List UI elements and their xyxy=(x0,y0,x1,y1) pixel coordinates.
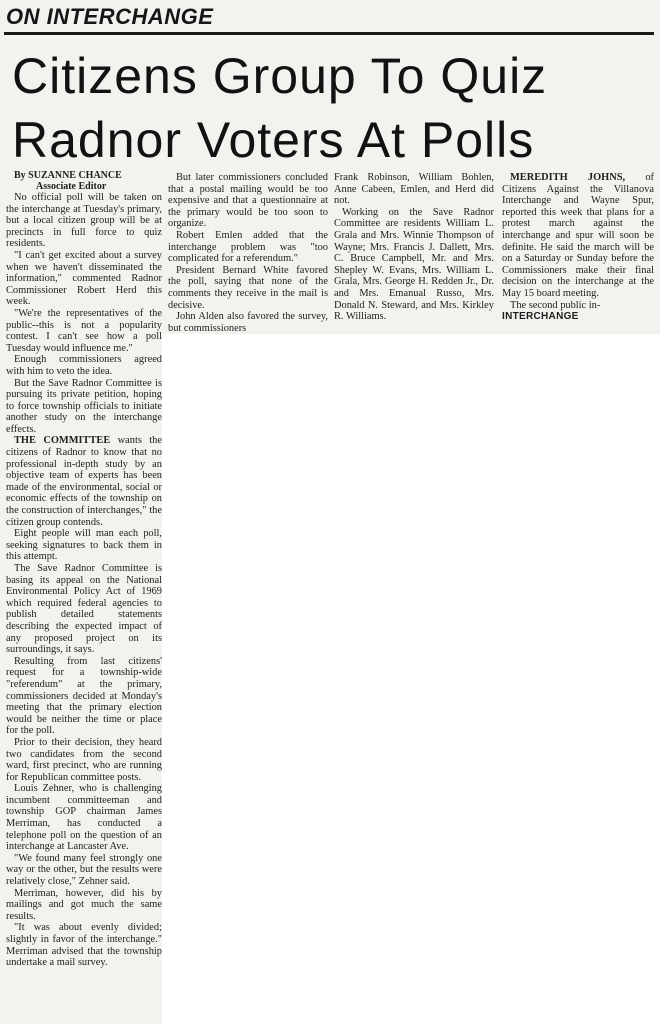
article-column-3 xyxy=(334,172,494,332)
article-column-2 xyxy=(168,172,328,332)
paragraph: Prior to their decision, they heard two candidates from the second ward, first precinct, who are running for Republican committee posts. xyxy=(6,736,162,783)
paragraph: "We found many feel strongly one way or the other, but the results were relatively close," Zehner said. xyxy=(6,852,162,888)
paragraph: Eight people will man each poll, seeking signatures to back them in this attempt. xyxy=(6,528,162,563)
paragraph: Enough commissioners agreed with him to veto the idea. xyxy=(6,354,162,377)
headline: Citizens Group To Quiz Radnor Voters At Polls xyxy=(12,48,548,168)
paragraph: President Bernard White favored the poll, saying that none of the comments they receive in the mail is decisive. xyxy=(168,264,328,311)
paragraph: Resulting from last citizens' request for a township-wide "referendum" at the primary, commissioners decided at Monday's meeting that the primary election would be neither the time or place for the poll. xyxy=(6,655,162,737)
paragraph: "It was about evenly divided; slightly in favor of the interchange." Merriman advised that the township undertake a mail survey. xyxy=(6,922,162,969)
paragraph: Louis Zehner, who is challenging incumbent committeeman and township GOP chairman James Merriman, has conducted a telephone poll on the question of an interchange at Lancaster Ave. xyxy=(6,783,162,853)
paragraph: Working on the Save Radnor Committee are residents William L. Grala and Mrs. Winnie Thompson of Wayne; Mrs. Francis J. Dallett, Mrs. C. Bruce Campbell, Mr. and Mrs. Shepley W. Evans, Mrs. William L. Grala, Mrs. George H. Redden Jr., Dr. and Mrs. Emanual Russo, Mrs. Donald N. Steward, and Mrs. Kirkley R. Williams. xyxy=(334,206,494,323)
paragraph: Frank Robinson, William Bohlen, Anne Cabeen, Emlen, and Herd did not. xyxy=(334,172,494,207)
paragraph: "We're the representatives of the public--this is not a popularity contest. I can't see how a poll Tuesday would influence me." xyxy=(6,307,162,354)
kicker-rule xyxy=(4,32,654,35)
paragraph: "I can't get excited about a survey when we haven't disseminated the information," commented Radnor Commissioner Robert Herd this week. xyxy=(6,249,162,308)
byline-author: By SUZANNE CHANCE xyxy=(14,170,122,181)
article-column-1 xyxy=(6,170,162,1022)
paragraph: MEREDITH JOHNS, of Citizens Against the Villanova Interchange and Wayne Spur, reported this week that plans for a protest march against the interchange and spur will soon be definite. He said the march will be on a Saturday or Sunday before the Commissioners make their final decision on the interchange at the May 15 board meeting. xyxy=(502,172,654,299)
paragraph: Robert Emlen added that the interchange problem was "too complicated for a referendum." xyxy=(168,229,328,265)
section-kicker: ON INTERCHANGE xyxy=(6,4,214,29)
paragraph: THE COMMITTEE wants the citizens of Radnor to know that no professional in-depth study by an objective team of experts has been made of the environmental, social or economic effects of the township on the construction of interchanges," the citizen group contends. xyxy=(6,435,162,528)
paragraph: But later commissioners concluded that a postal mailing would be too expensive and that a questionnaire at the primary would be too soon to organize. xyxy=(168,172,328,230)
paragraph: Merriman, however, did his by mailings and got much the same results. xyxy=(6,887,162,922)
jump-line: INTERCHANGE xyxy=(502,311,579,323)
article-column-4 xyxy=(502,172,654,332)
paragraph: The second public in- xyxy=(510,299,601,311)
paragraph: John Alden also favored the survey, but commissioners xyxy=(168,311,328,332)
byline-title: Associate Editor xyxy=(36,181,107,192)
paragraph: But the Save Radnor Committee is pursuing its private petition, hoping to force township officials to initiate another study on the interchange effects. xyxy=(6,377,162,435)
paragraph: No official poll will be taken on the interchange at Tuesday's primary, but a local citizen group will be at precincts in full force to quiz residents. xyxy=(6,192,162,250)
paragraph: The Save Radnor Committee is basing its appeal on the National Environmental Policy Act of 1969 which required federal agencies to publish detailed statements describing the expected impact of any proposed project on its surroundings, it says. xyxy=(6,563,162,656)
